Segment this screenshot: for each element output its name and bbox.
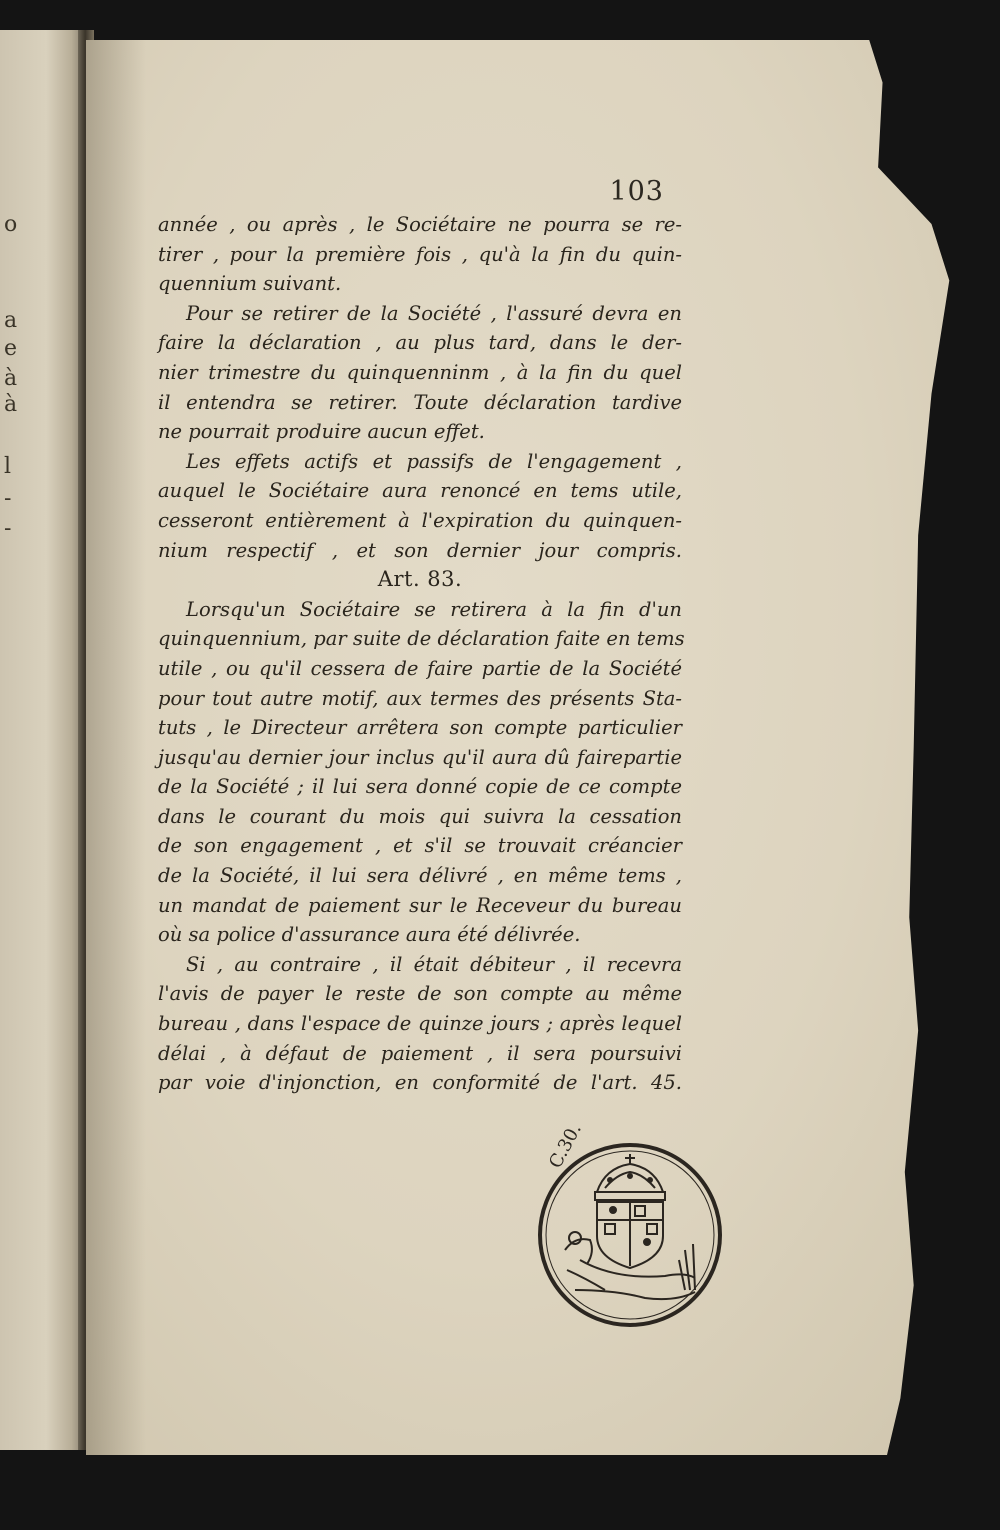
text-line: par voie d'injonction, en conformité de l'art. 45. xyxy=(158,1071,682,1095)
article-heading: Art. 83. xyxy=(377,567,463,592)
text-line: Pour se retirer de la Société , l'assuré devra en xyxy=(186,301,682,325)
page-shadow xyxy=(86,40,146,1455)
body-text xyxy=(158,210,685,1098)
text-line: pour tout autre motif, aux termes des présents Sta- xyxy=(158,686,682,710)
left-page-fragment: e xyxy=(4,336,18,361)
text-line: quennium suivant. xyxy=(158,272,342,296)
text-line: l'avis de payer le reste de son compte au même xyxy=(158,982,682,1006)
text-line: tirer , pour la première fois , qu'à la fin du quin- xyxy=(158,242,682,266)
text-line: de la Société, il lui sera délivré , en même tems , xyxy=(158,864,682,888)
text-line: nium respectif , et son dernier jour compris. xyxy=(158,538,682,562)
text-line: ne pourrait produire aucun effet. xyxy=(158,420,485,444)
stamp-label: C.30. xyxy=(545,1120,586,1172)
text-line: quinquennium, par suite de déclaration faite en tems xyxy=(158,627,685,651)
text-line: Si , au contraire , il était débiteur , il recevra xyxy=(186,952,682,976)
crown-icon xyxy=(595,1154,665,1200)
text-line: un mandat de paiement sur le Receveur du bureau xyxy=(158,893,682,917)
left-page-fragment: a xyxy=(4,308,18,333)
left-page-fragment: - xyxy=(4,486,12,511)
page-number: 103 xyxy=(609,176,664,207)
text-line: faire la déclaration , au plus tard, dans le der- xyxy=(158,331,682,355)
text-line: délai , à défaut de paiement , il sera poursuivi xyxy=(158,1041,682,1065)
left-page-fragment: l xyxy=(4,454,12,479)
left-page-fragment: o xyxy=(4,212,18,237)
text-line: tuts , le Directeur arrêtera son compte particulier xyxy=(158,716,682,740)
text-line: jusqu'au dernier jour inclus qu'il aura dû fairepartie xyxy=(158,745,682,769)
text-line: cesseront entièrement à l'expiration du quinquen- xyxy=(158,508,682,532)
text-line: Les effets actifs et passifs de l'engagement , xyxy=(186,449,682,473)
left-page-fragment: à xyxy=(4,392,18,417)
text-line: bureau , dans l'espace de quinze jours ; après lequel xyxy=(158,1012,682,1036)
text-line: de son engagement , et s'il se trouvait créancier xyxy=(158,834,682,858)
left-page-fragment: - xyxy=(4,516,12,541)
text-line: où sa police d'assurance aura été délivrée. xyxy=(158,923,581,947)
text-line: Lorsqu'un Sociétaire se retirera à la fin d'un xyxy=(186,597,682,621)
text-line: auquel le Sociétaire aura renoncé en tems utile, xyxy=(158,479,682,503)
text-line: dans le courant du mois qui suivra la cessation xyxy=(158,804,682,828)
text-line: il entendra se retirer. Toute déclaration tardive xyxy=(158,390,682,414)
text-line: nier trimestre du quinquenninm , à la fin du quel xyxy=(158,360,682,384)
left-page-fragment: à xyxy=(4,366,18,391)
text-line: de la Société ; il lui sera donné copie de ce compte xyxy=(158,775,682,799)
left-facing-page xyxy=(0,30,84,1450)
text-line: utile , ou qu'il cessera de faire partie de la Société xyxy=(158,656,682,680)
text-line: année , ou après , le Sociétaire ne pourra se re- xyxy=(158,213,682,236)
coat-of-arms-shield xyxy=(597,1202,663,1268)
